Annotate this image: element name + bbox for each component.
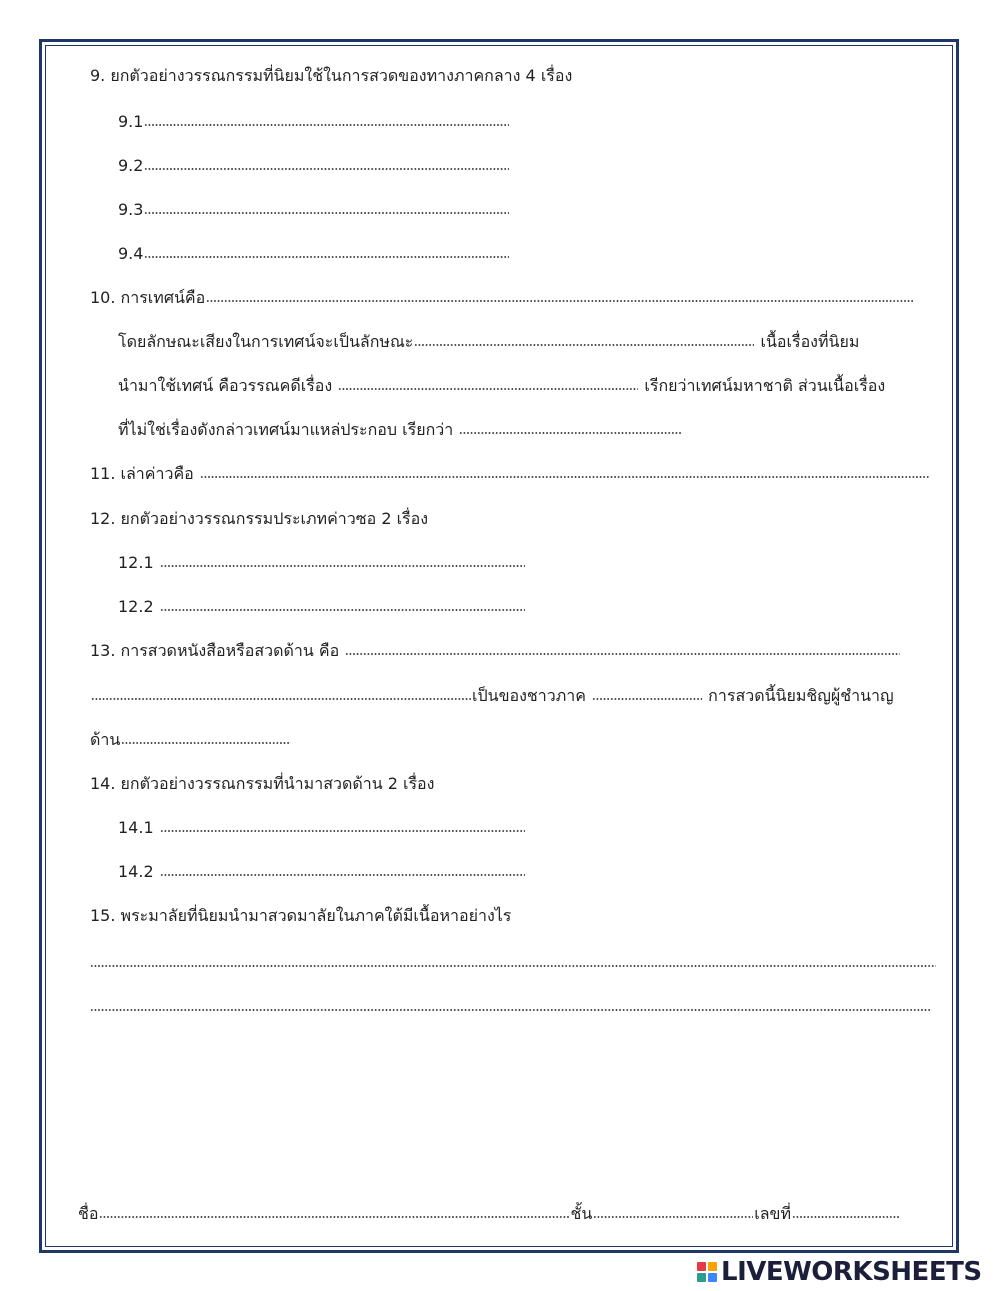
question-11-text: 11. เล่าค่าวคือ [90, 464, 194, 483]
text: เนื้อเรื่องที่นิยม [760, 332, 860, 351]
answer-blank[interactable] [206, 299, 914, 303]
question-12 [90, 509, 428, 529]
logo-square [708, 1262, 717, 1271]
number-label: เลขที่ [754, 1204, 792, 1223]
question-10 [90, 288, 915, 308]
answer-line-14-2[interactable] [118, 862, 526, 882]
text: โดยลักษณะเสียงในการเทศน์จะเป็นลักษณะ [118, 332, 414, 351]
logo-square [697, 1273, 706, 1282]
answer-line-15-1[interactable] [90, 964, 936, 968]
item-label: 9.1 [118, 112, 144, 131]
logo-text: LIVEWORKSHEETS [721, 1257, 982, 1287]
text: ที่ไม่ใช่เรื่องดังกล่าวเทศน์มาแหล่ประกอบ เรียกว่า [118, 420, 454, 439]
answer-blank[interactable] [160, 873, 525, 877]
text: นำมาใช้เทศน์ คือวรรณคดีเรื่อง [118, 376, 333, 395]
answer-blank[interactable] [160, 564, 525, 568]
question-13-line-3 [90, 730, 292, 750]
answer-line-12-1[interactable] [118, 553, 526, 573]
answer-blank[interactable] [144, 255, 509, 259]
logo-icon [697, 1262, 717, 1282]
question-10-line-4 [118, 420, 682, 440]
student-info-row [78, 1204, 901, 1224]
question-11 [90, 464, 931, 484]
question-12-text: 12. ยกตัวอย่างวรรณกรรมประเภทค่าวซอ 2 เรื่อง [90, 509, 429, 528]
item-label: 9.3 [118, 200, 144, 219]
answer-blank[interactable] [414, 343, 754, 347]
logo-square [697, 1262, 706, 1271]
answer-blank[interactable] [338, 387, 638, 391]
answer-blank[interactable] [160, 608, 525, 612]
text: เป็นของชาวภาค [472, 686, 586, 705]
answer-blank[interactable] [592, 697, 702, 701]
answer-line-9-3[interactable] [118, 200, 510, 220]
question-10-text: 10. การเทศน์คือ [90, 288, 206, 307]
question-9-text: 9. ยกตัวอย่างวรรณกรรมที่นิยมใช้ในการสวดของทางภาคกลาง 4 เรื่อง [90, 66, 573, 85]
item-label: 12.1 [118, 553, 154, 572]
name-label: ชื่อ [78, 1204, 99, 1223]
number-blank[interactable] [792, 1215, 900, 1219]
question-14 [90, 774, 434, 794]
answer-blank[interactable] [144, 167, 509, 171]
answer-line-9-1[interactable] [118, 112, 510, 132]
answer-blank[interactable] [160, 829, 525, 833]
question-9 [90, 66, 572, 86]
question-14-text: 14. ยกตัวอย่างวรรณกรรมที่นำมาสวดด้าน 2 เรื่อง [90, 774, 435, 793]
class-label: ชั้น [570, 1204, 593, 1223]
question-13-text: 13. การสวดหนังสือหรือสวดด้าน คือ [90, 641, 340, 660]
question-15-text: 15. พระมาลัยที่นิยมนำมาสวดมาลัยในภาคใต้มีเนื้อหาอย่างไร [90, 906, 512, 925]
item-label: 12.2 [118, 597, 154, 616]
logo-square [708, 1273, 717, 1282]
answer-blank[interactable] [91, 697, 471, 701]
answer-line-15-2[interactable] [90, 1008, 932, 1012]
answer-blank[interactable] [200, 475, 930, 479]
item-label: 9.4 [118, 244, 144, 263]
class-blank[interactable] [593, 1215, 753, 1219]
question-10-line-2 [118, 332, 859, 352]
answer-line-12-2[interactable] [118, 597, 526, 617]
answer-blank[interactable] [144, 123, 509, 127]
name-blank[interactable] [99, 1215, 569, 1219]
text: ด้าน [90, 730, 121, 749]
answer-line-9-2[interactable] [118, 156, 510, 176]
liveworksheets-logo[interactable] [697, 1257, 982, 1287]
answer-blank[interactable] [345, 652, 900, 656]
item-label: 9.2 [118, 156, 144, 175]
item-label: 14.1 [118, 818, 154, 837]
answer-line-9-4[interactable] [118, 244, 510, 264]
question-15 [90, 906, 511, 926]
question-10-line-3 [118, 376, 885, 396]
question-13-line-2 [90, 686, 894, 706]
answer-blank[interactable] [459, 431, 681, 435]
text: การสวดนี้นิยมชิญผู้ชำนาญ [708, 686, 894, 705]
text: เรีกยว่าเทศน์มหาชาติ ส่วนเนื้อเรื่อง [644, 376, 886, 395]
answer-blank[interactable] [144, 211, 509, 215]
question-13 [90, 641, 901, 661]
item-label: 14.2 [118, 862, 154, 881]
answer-blank[interactable] [121, 741, 291, 745]
answer-line-14-1[interactable] [118, 818, 526, 838]
